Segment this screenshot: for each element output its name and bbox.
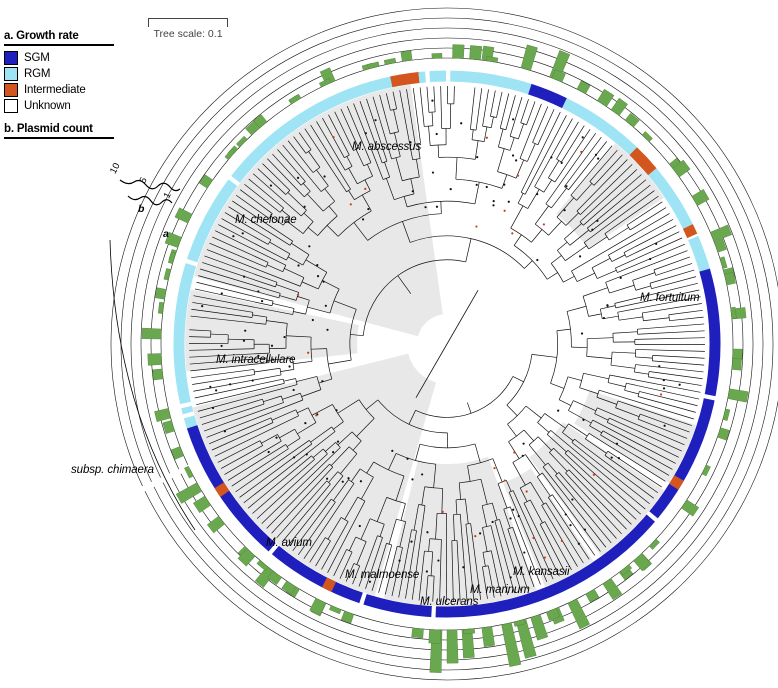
plasmid-bar xyxy=(142,328,161,339)
plasmid-bar xyxy=(681,500,699,516)
plasmid-bar xyxy=(649,539,659,550)
plasmid-bar xyxy=(642,131,653,141)
scale-bar-label: Tree scale: 0.1 xyxy=(153,28,223,40)
plasmid-tick-10: 10 xyxy=(107,161,123,176)
growth-ring-segment xyxy=(400,77,419,80)
plasmid-bar xyxy=(586,589,600,602)
plasmid-bar xyxy=(611,98,628,116)
growth-ring-segment xyxy=(530,89,565,103)
clade-label-m-chelonae: M. chelonae xyxy=(235,214,297,226)
legend-swatch-rgm xyxy=(4,67,18,81)
legend-label-unknown: Unknown xyxy=(24,99,71,112)
legend-plasmid-title: b. Plasmid count xyxy=(4,123,114,139)
clade-label-m-fortuitum: M. fortuitum xyxy=(640,292,700,304)
legend-swatch-unknown xyxy=(4,99,18,113)
clade-label-m-kansasii: M. kansasii xyxy=(513,566,570,578)
clade-label-m-malmoense: M. malmoense xyxy=(345,569,420,581)
plasmid-bar xyxy=(153,369,164,380)
plasmid-tick-5: 5 xyxy=(137,175,150,186)
clade-label-m-abscessus: M. abscessus xyxy=(352,141,422,153)
plasmid-ring-b-label: b xyxy=(138,203,145,215)
clade-label-m-marinum: M. marinum xyxy=(470,584,530,596)
scale-bar-line xyxy=(148,18,228,27)
plasmid-bar xyxy=(577,81,590,94)
legend-growth-title: a. Growth rate xyxy=(4,30,114,46)
plasmid-ring-a-label: a xyxy=(163,228,169,240)
growth-ring-segment xyxy=(652,172,704,270)
plasmid-bar xyxy=(207,516,225,533)
legend-label-rgm: RGM xyxy=(24,67,51,80)
growth-ring-segment xyxy=(419,76,530,89)
tree-scale-bar xyxy=(148,18,228,40)
clade-label-m-ulcerans: M. ulcerans xyxy=(420,596,479,608)
plasmid-bar xyxy=(702,465,711,476)
legend-item-sgm xyxy=(4,50,114,65)
legend-item-intermediate xyxy=(4,82,114,97)
plasmid-bar xyxy=(154,408,170,421)
plasmid-bar xyxy=(728,389,748,402)
legend-item-rgm xyxy=(4,66,114,81)
clade-highlight-wedges xyxy=(185,85,696,606)
plasmid-bar xyxy=(710,225,731,242)
clade-label-subsp-chimaera: subsp. chimaera xyxy=(71,464,154,476)
plasmid-bar xyxy=(447,630,458,663)
plasmid-bar xyxy=(733,349,743,359)
plasmid-tick-1: 1 xyxy=(161,190,174,201)
plasmid-bar xyxy=(603,578,622,600)
legend xyxy=(4,30,114,139)
legend-swatch-intermediate xyxy=(4,83,18,97)
plasmid-bar xyxy=(155,288,166,300)
legend-swatch-sgm xyxy=(4,51,18,65)
plasmid-bar xyxy=(482,626,495,646)
legend-item-unknown xyxy=(4,98,114,113)
legend-label-intermediate: Intermediate xyxy=(24,83,86,96)
legend-label-sgm: SGM xyxy=(24,51,50,64)
plasmid-bar xyxy=(568,599,590,629)
plasmid-bar xyxy=(432,53,442,58)
plasmid-bar xyxy=(171,446,184,459)
clade-label-m-intracellulare: M. intracellulare xyxy=(216,354,296,366)
plasmid-bar xyxy=(401,51,412,62)
clade-label-m-avium: M. avium xyxy=(266,537,312,549)
plasmid-bar xyxy=(199,175,213,189)
